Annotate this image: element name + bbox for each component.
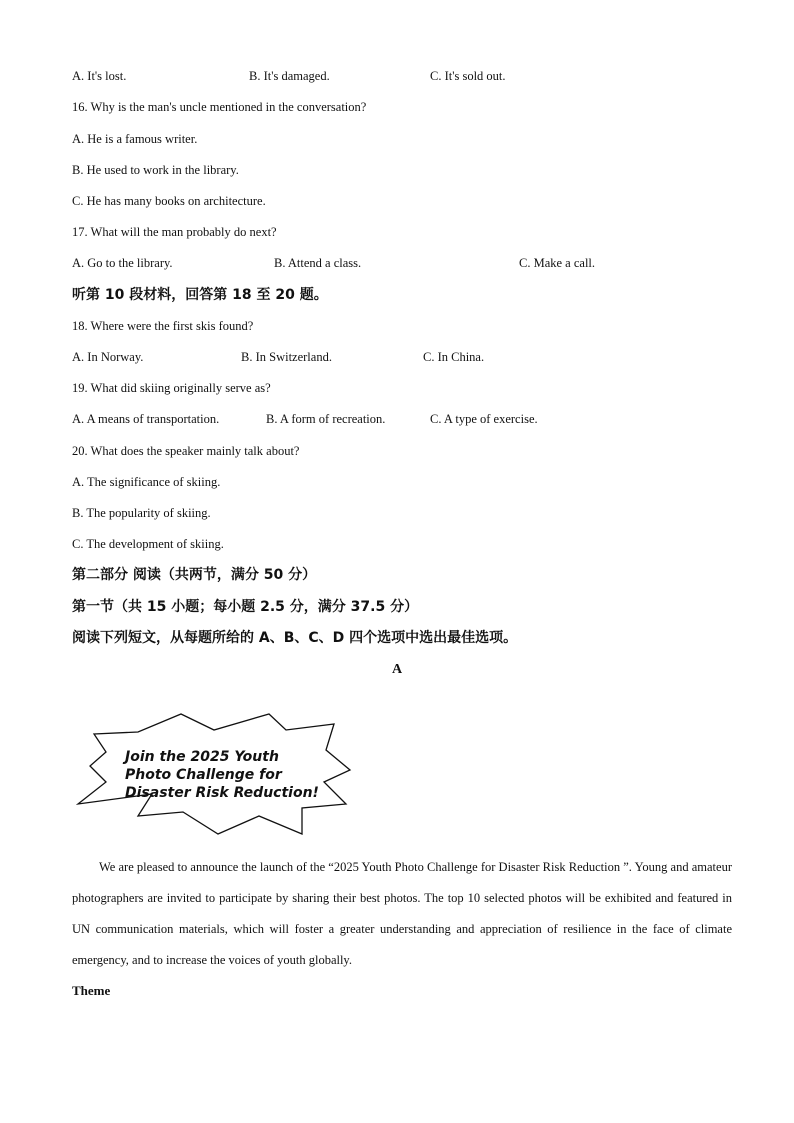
q20-option-b: B. The popularity of skiing. [72, 506, 211, 520]
q20-option-c: C. The development of skiing. [72, 537, 224, 551]
q18-question: 18. Where were the first skis found? [72, 319, 254, 333]
starburst-text [125, 748, 319, 802]
q19-option-a: A. A means of transportation. [72, 412, 220, 426]
passage-paragraph-text: We are pleased to announce the launch of the “2025 Youth Photo Challenge for Disaster Risk Reduction ”. Young and amateur photographers are invited to participate by sharing their best photos. The top 10 selected photos will be exhibited and featured in UN communication materials, which will foster a greater understanding and appreciation of resilience in the face of climate emergency, and to increase the voices of youth globally. [72, 860, 732, 967]
q16-option-a: A. He is a famous writer. [72, 132, 198, 146]
reading-instructions: 阅读下列短文，从每题所给的 A、B、C、D 四个选项中选出最佳选项。 [72, 630, 518, 646]
q17-option-c: C. Make a call. [519, 256, 596, 270]
q20-question: 20. What does the speaker mainly talk about? [72, 444, 300, 458]
q17-option-a: A. Go to the library. [72, 256, 173, 270]
part-two-heading: 第二部分 阅读（共两节，满分 50 分） [72, 567, 317, 583]
q15-option-b: B. It's damaged. [249, 69, 330, 83]
starburst-line-3: Disaster Risk Reduction! [125, 785, 319, 801]
q16-question: 16. Why is the man's uncle mentioned in the conversation? [72, 100, 367, 114]
section-one-heading: 第一节（共 15 小题；每小题 2.5 分，满分 37.5 分） [72, 599, 419, 615]
starburst-line-1: Join the 2025 Youth [125, 749, 279, 765]
passage-paragraph [72, 852, 732, 976]
q16-option-b: B. He used to work in the library. [72, 163, 239, 177]
q19-option-c: C. A type of exercise. [430, 412, 538, 426]
q20-option-a: A. The significance of skiing. [72, 475, 221, 489]
q18-option-b: B. In Switzerland. [241, 350, 332, 364]
q16-option-c: C. He has many books on architecture. [72, 194, 266, 208]
q17-question: 17. What will the man probably do next? [72, 225, 277, 239]
q18-option-c: C. In China. [423, 350, 485, 364]
q15-option-a: A. It's lost. [72, 69, 127, 83]
q17-option-b: B. Attend a class. [274, 256, 362, 270]
theme-heading: Theme [72, 983, 111, 998]
q18-option-a: A. In Norway. [72, 350, 144, 364]
q15-option-c: C. It's sold out. [430, 69, 506, 83]
q19-option-b: B. A form of recreation. [266, 412, 386, 426]
starburst-line-2: Photo Challenge for [125, 767, 282, 783]
q19-question: 19. What did skiing originally serve as? [72, 381, 271, 395]
listening-section-10-heading: 听第 10 段材料，回答第 18 至 20 题。 [72, 287, 328, 303]
passage-letter: A [391, 662, 403, 677]
